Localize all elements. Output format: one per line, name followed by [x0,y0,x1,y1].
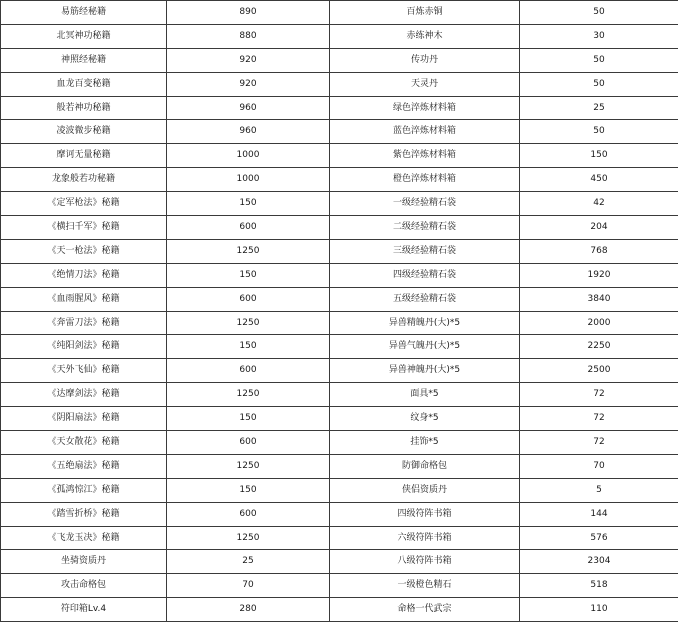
material-name-cell: 防御命格包 [330,454,520,478]
material-price-cell: 3840 [520,287,678,311]
table-row [1,287,678,311]
material-price-cell: 50 [520,48,678,72]
item-name-cell: 《天一枪法》秘籍 [1,239,167,263]
item-name-cell: 《纯阳剑法》秘籍 [1,335,167,359]
item-price-cell: 600 [167,359,330,383]
item-price-cell: 70 [167,574,330,598]
item-price-cell: 600 [167,431,330,455]
table-row [1,335,678,359]
material-name-cell: 六级符阵书箱 [330,526,520,550]
table-row [1,383,678,407]
material-price-cell: 110 [520,598,678,622]
material-name-cell: 一级经验精石袋 [330,192,520,216]
table-row [1,454,678,478]
material-price-cell: 50 [520,120,678,144]
item-price-cell: 880 [167,24,330,48]
table-row [1,359,678,383]
item-price-cell: 280 [167,598,330,622]
table-row [1,574,678,598]
material-name-cell: 八级符阵书箱 [330,550,520,574]
table-row [1,263,678,287]
item-name-cell: 般若神功秘籍 [1,96,167,120]
item-name-cell: 《飞龙玉决》秘籍 [1,526,167,550]
material-price-cell: 450 [520,168,678,192]
item-name-cell: 《踏雪折桥》秘籍 [1,502,167,526]
material-name-cell: 蓝色淬炼材料箱 [330,120,520,144]
material-price-cell: 50 [520,1,678,25]
item-name-cell: 《血雨腥风》秘籍 [1,287,167,311]
material-name-cell: 异兽精魄丹(大)*5 [330,311,520,335]
item-name-cell: 攻击命格包 [1,574,167,598]
item-price-cell: 920 [167,48,330,72]
item-name-cell: 《天女散花》秘籍 [1,431,167,455]
item-name-cell: 易筋经秘籍 [1,1,167,25]
table-row [1,478,678,502]
material-price-cell: 768 [520,239,678,263]
material-name-cell: 侠侣资质丹 [330,478,520,502]
table-row [1,1,678,25]
item-name-cell: 《奔雷刀法》秘籍 [1,311,167,335]
material-name-cell: 天灵丹 [330,72,520,96]
material-price-cell: 70 [520,454,678,478]
material-price-cell: 1920 [520,263,678,287]
material-price-cell: 30 [520,24,678,48]
item-name-cell: 符印箱Lv.4 [1,598,167,622]
material-name-cell: 绿色淬炼材料箱 [330,96,520,120]
material-name-cell: 四级经验精石袋 [330,263,520,287]
material-price-cell: 518 [520,574,678,598]
material-price-cell: 576 [520,526,678,550]
material-price-cell: 2000 [520,311,678,335]
item-price-cell: 1250 [167,526,330,550]
item-price-cell: 960 [167,96,330,120]
table-body [1,1,678,622]
table-row [1,407,678,431]
item-price-cell: 600 [167,287,330,311]
item-name-cell: 《天外飞仙》秘籍 [1,359,167,383]
item-price-cell: 150 [167,335,330,359]
table-row [1,144,678,168]
material-name-cell: 赤练神木 [330,24,520,48]
table-row [1,168,678,192]
table-row [1,72,678,96]
material-name-cell: 命格一代武宗 [330,598,520,622]
material-name-cell: 五级经验精石袋 [330,287,520,311]
item-name-cell: 《横扫千军》秘籍 [1,216,167,240]
material-name-cell: 百炼赤铜 [330,1,520,25]
material-price-cell: 42 [520,192,678,216]
material-name-cell: 四级符阵书箱 [330,502,520,526]
material-price-cell: 72 [520,431,678,455]
material-name-cell: 橙色淬炼材料箱 [330,168,520,192]
material-name-cell: 二级经验精石袋 [330,216,520,240]
table-row [1,239,678,263]
material-price-cell: 50 [520,72,678,96]
material-name-cell: 一级橙色精石 [330,574,520,598]
table-row [1,550,678,574]
table-row [1,96,678,120]
material-price-cell: 150 [520,144,678,168]
material-name-cell: 三级经验精石袋 [330,239,520,263]
material-name-cell: 纹身*5 [330,407,520,431]
item-name-cell: 《五绝扇法》秘籍 [1,454,167,478]
table-row [1,216,678,240]
material-name-cell: 异兽气魄丹(大)*5 [330,335,520,359]
material-name-cell: 紫色淬炼材料箱 [330,144,520,168]
item-name-cell: 《达摩剑法》秘籍 [1,383,167,407]
material-price-cell: 144 [520,502,678,526]
item-price-cell: 1250 [167,239,330,263]
item-name-cell: 神照经秘籍 [1,48,167,72]
item-name-cell: 坐骑资质丹 [1,550,167,574]
table-row [1,311,678,335]
item-name-cell: 《定军枪法》秘籍 [1,192,167,216]
material-price-cell: 2500 [520,359,678,383]
item-price-cell: 1250 [167,454,330,478]
item-name-cell: 凌波微步秘籍 [1,120,167,144]
item-price-cell: 1000 [167,144,330,168]
item-price-cell: 960 [167,120,330,144]
material-price-cell: 2304 [520,550,678,574]
table-row [1,431,678,455]
item-name-cell: 龙象般若功秘籍 [1,168,167,192]
table-row [1,526,678,550]
item-price-cell: 150 [167,192,330,216]
item-name-cell: 血龙百变秘籍 [1,72,167,96]
material-price-cell: 5 [520,478,678,502]
material-name-cell: 面具*5 [330,383,520,407]
item-price-cell: 1000 [167,168,330,192]
item-name-cell: 《孤鸿惊江》秘籍 [1,478,167,502]
item-price-cell: 1250 [167,383,330,407]
table-row [1,24,678,48]
item-price-cell: 150 [167,263,330,287]
material-name-cell: 挂饰*5 [330,431,520,455]
item-name-cell: 摩诃无量秘籍 [1,144,167,168]
material-price-cell: 72 [520,407,678,431]
table-row [1,192,678,216]
material-price-cell: 72 [520,383,678,407]
material-price-cell: 2250 [520,335,678,359]
item-price-cell: 25 [167,550,330,574]
table-row [1,502,678,526]
item-price-cell: 1250 [167,311,330,335]
item-price-cell: 890 [167,1,330,25]
table-row [1,48,678,72]
item-price-cell: 150 [167,407,330,431]
item-name-cell: 《阴阳扇法》秘籍 [1,407,167,431]
item-price-cell: 600 [167,502,330,526]
item-price-cell: 920 [167,72,330,96]
material-name-cell: 传功丹 [330,48,520,72]
item-price-cell: 150 [167,478,330,502]
item-name-cell: 《绝情刀法》秘籍 [1,263,167,287]
table-row [1,120,678,144]
item-name-cell: 北冥神功秘籍 [1,24,167,48]
material-name-cell: 异兽神魄丹(大)*5 [330,359,520,383]
material-price-cell: 25 [520,96,678,120]
material-price-cell: 204 [520,216,678,240]
item-price-cell: 600 [167,216,330,240]
